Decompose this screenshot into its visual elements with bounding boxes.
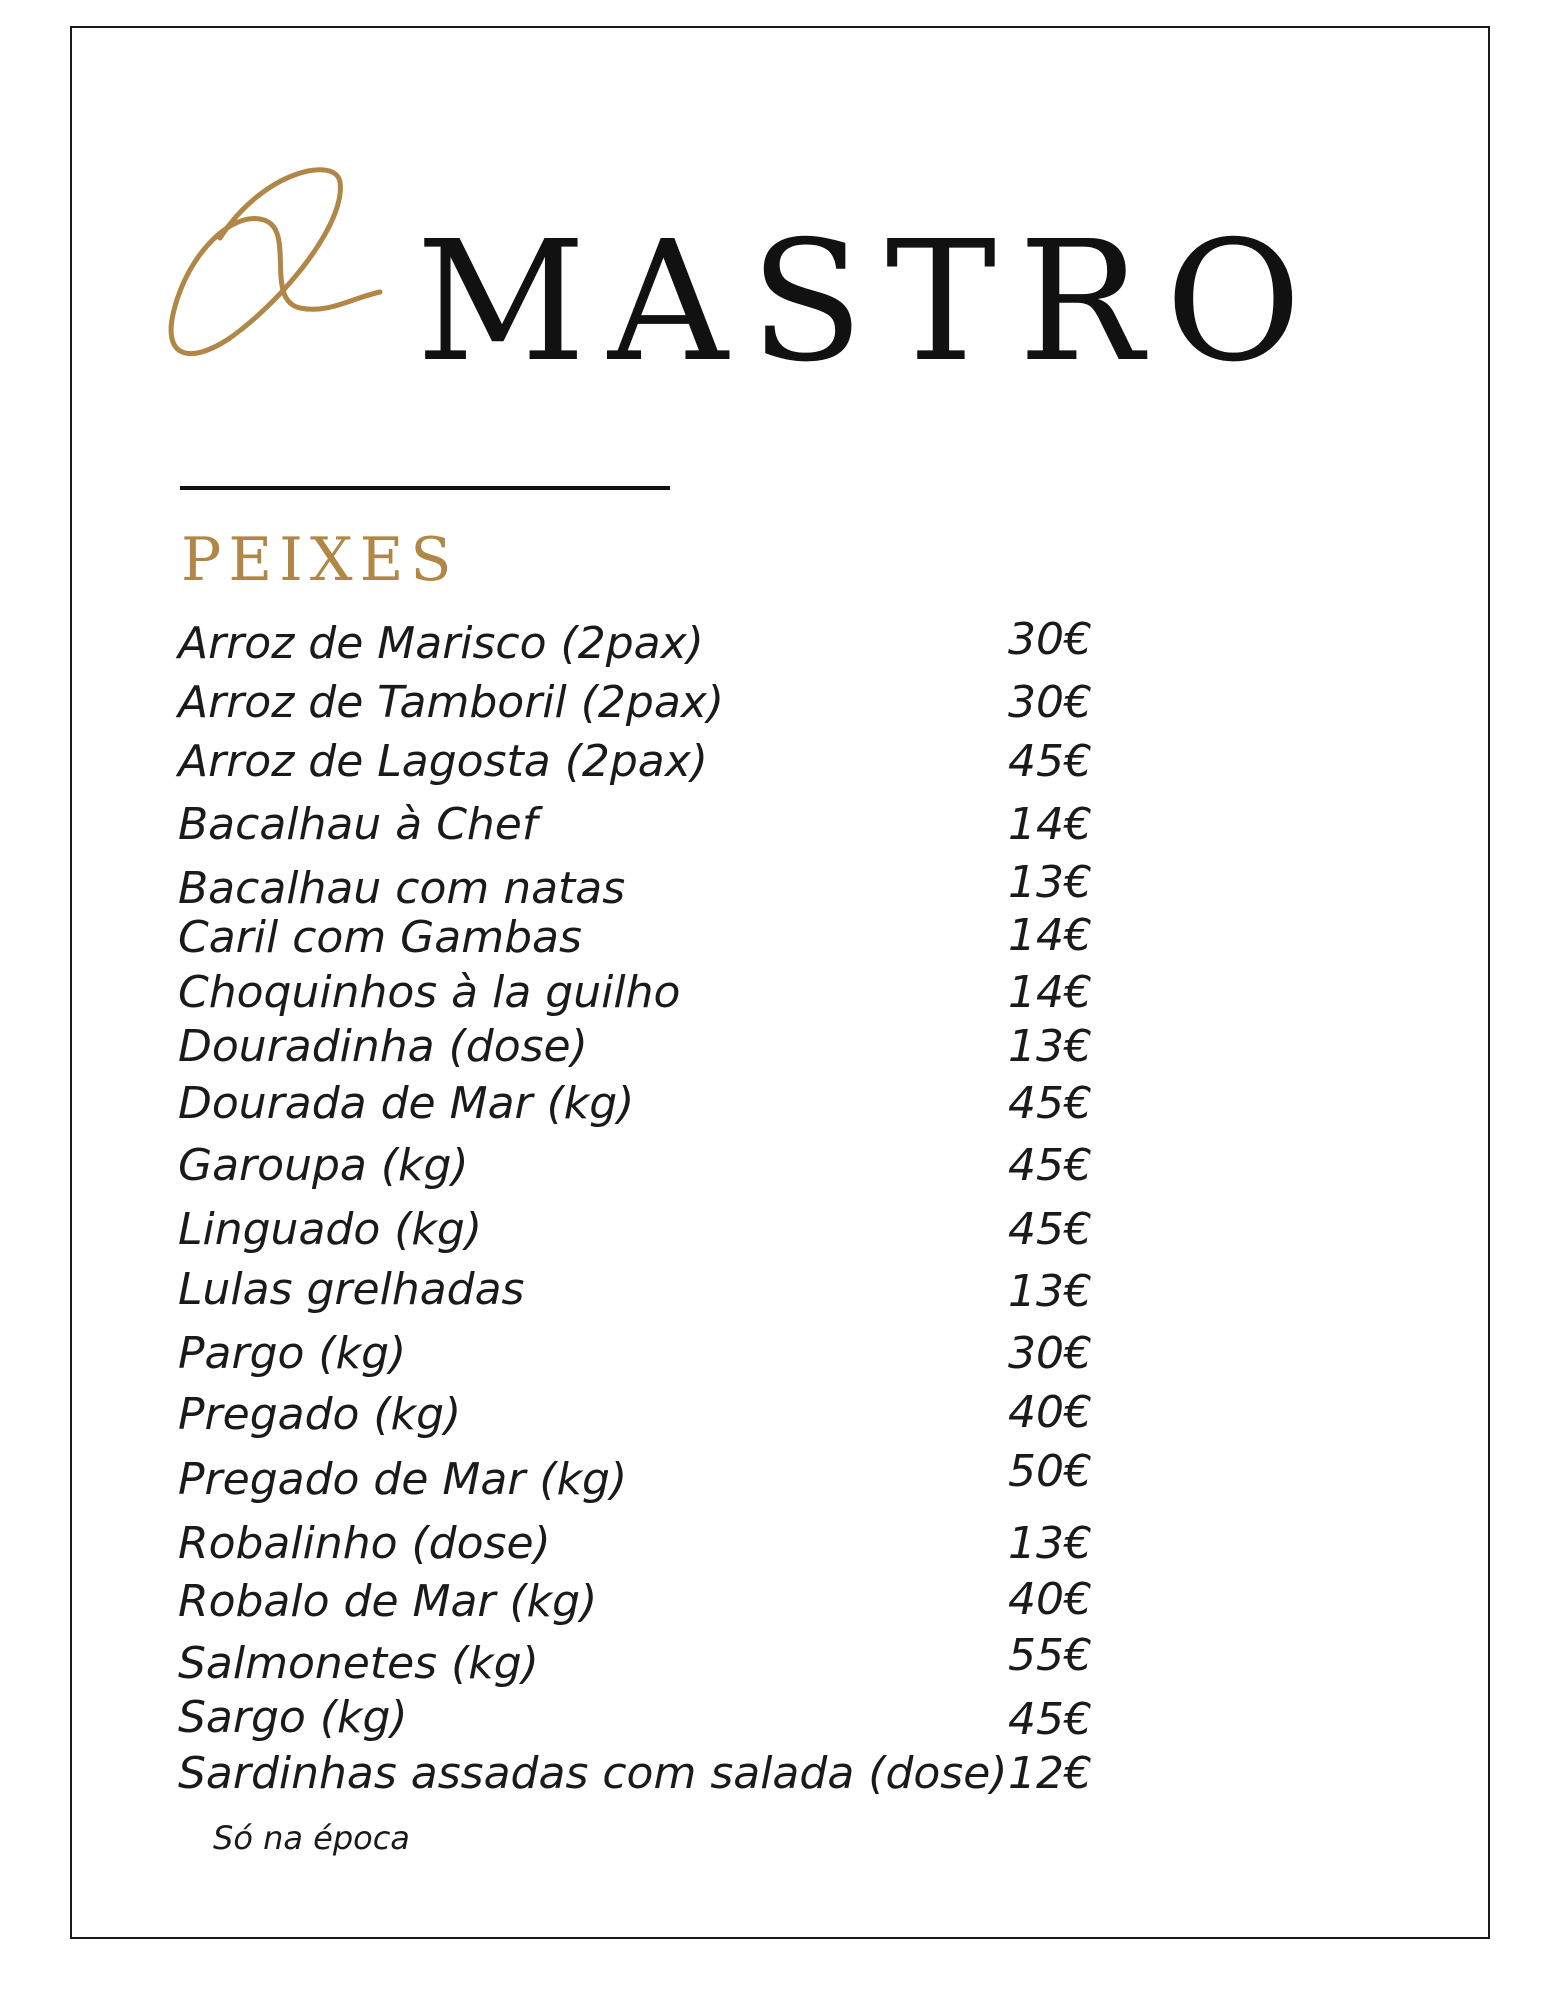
menu-item-name: Arroz de Tamboril (2pax) <box>178 677 724 728</box>
menu-item-name: Sargo (kg) <box>178 1692 408 1743</box>
seasonal-note: Só na época <box>213 1819 410 1857</box>
brand-logo-o <box>168 160 383 360</box>
menu-item-price: 12€ <box>1008 1748 1092 1799</box>
section-title: PEIXES <box>181 525 459 595</box>
brand-name: MASTRO <box>416 206 1324 399</box>
menu-item-name: Caril com Gambas <box>178 912 582 963</box>
menu-item-name: Lulas grelhadas <box>178 1264 525 1315</box>
menu-item-price: 45€ <box>1008 1140 1092 1191</box>
menu-item-name: Choquinhos à la guilho <box>178 967 681 1018</box>
menu-item-price: 14€ <box>1008 967 1092 1018</box>
menu-item-name: Pregado (kg) <box>178 1389 462 1440</box>
menu-item-name: Sardinhas assadas com salada (dose) <box>178 1748 1008 1799</box>
menu-item-name: Bacalhau à Chef <box>178 799 538 850</box>
menu-item-name: Arroz de Lagosta (2pax) <box>178 736 708 787</box>
menu-item-name: Linguado (kg) <box>178 1204 482 1255</box>
menu-item-name: Garoupa (kg) <box>178 1140 469 1191</box>
menu-item-name: Arroz de Marisco (2pax) <box>178 618 704 669</box>
script-o-icon <box>168 160 383 360</box>
menu-item-price: 13€ <box>1008 1266 1092 1317</box>
menu-item-price: 30€ <box>1008 614 1092 665</box>
menu-item-price: 45€ <box>1008 1694 1092 1745</box>
menu-item-price: 13€ <box>1008 1021 1092 1072</box>
menu-item-price: 50€ <box>1008 1446 1092 1497</box>
menu-item-price: 40€ <box>1008 1387 1092 1438</box>
title-divider <box>180 486 670 490</box>
menu-item-price: 45€ <box>1008 1078 1092 1129</box>
menu-item-price: 40€ <box>1008 1574 1092 1625</box>
menu-item-price: 45€ <box>1008 1204 1092 1255</box>
menu-item-name: Robalo de Mar (kg) <box>178 1576 598 1627</box>
menu-item-name: Dourada de Mar (kg) <box>178 1078 635 1129</box>
menu-item-name: Pregado de Mar (kg) <box>178 1454 628 1505</box>
menu-item-price: 13€ <box>1008 1518 1092 1569</box>
menu-item-name: Salmonetes (kg) <box>178 1638 539 1689</box>
menu-item-name: Bacalhau com natas <box>178 863 626 914</box>
menu-item-price: 14€ <box>1008 799 1092 850</box>
menu-item-price: 30€ <box>1008 677 1092 728</box>
menu-item-name: Douradinha (dose) <box>178 1021 588 1072</box>
menu-item-name: Robalinho (dose) <box>178 1518 551 1569</box>
menu-item-price: 45€ <box>1008 736 1092 787</box>
menu-item-price: 13€ <box>1008 857 1092 908</box>
menu-item-price: 14€ <box>1008 910 1092 961</box>
menu-item-price: 55€ <box>1008 1630 1092 1681</box>
menu-item-price: 30€ <box>1008 1328 1092 1379</box>
menu-item-name: Pargo (kg) <box>178 1328 407 1379</box>
